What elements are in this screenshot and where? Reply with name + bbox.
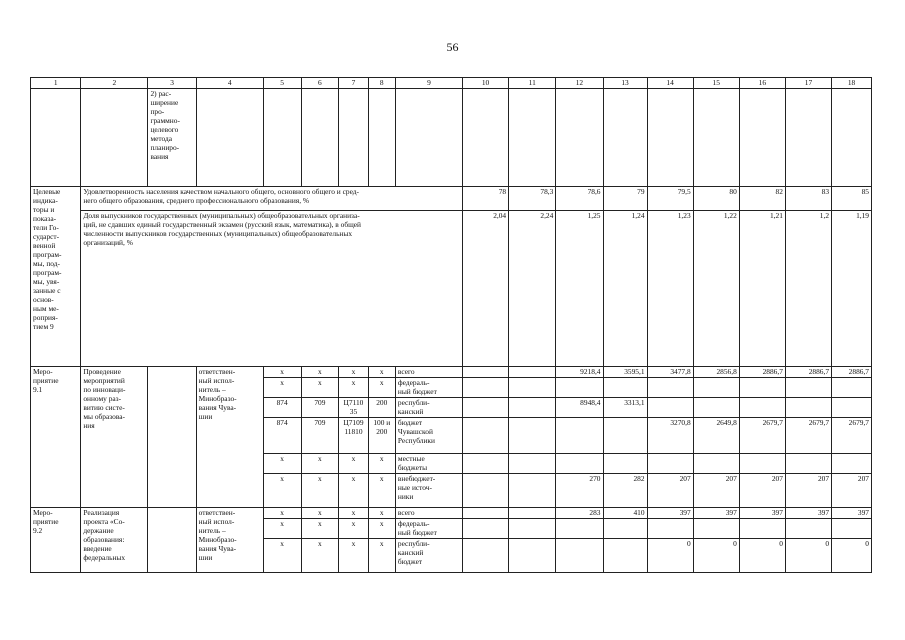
table-cell xyxy=(301,89,339,187)
column-number: 7 xyxy=(339,78,368,89)
indicator-value: 1,19 xyxy=(832,211,872,367)
funding-value xyxy=(832,398,872,418)
funding-value xyxy=(647,454,693,474)
empty-cell xyxy=(148,367,196,508)
funding-value: 397 xyxy=(693,508,739,519)
funding-value xyxy=(647,378,693,398)
code-cell: 200 xyxy=(368,398,395,418)
funding-value xyxy=(603,454,647,474)
column-number: 14 xyxy=(647,78,693,89)
empty-cell xyxy=(148,508,196,573)
funding-source: местные бюджеты xyxy=(395,454,462,474)
column-number: 16 xyxy=(739,78,785,89)
funding-value xyxy=(463,378,509,398)
table-cell xyxy=(693,89,739,187)
funding-value xyxy=(739,454,785,474)
funding-value: 8948,4 xyxy=(556,398,603,418)
funding-value xyxy=(463,474,509,508)
funding-value: 2649,8 xyxy=(693,418,739,454)
funding-value xyxy=(463,539,509,573)
indicator-text: Доля выпускников государственных (муниципальных) общеобразовательных организа- ций, не сдавших единый государственный экзамен (русский язык, математика), в общей численности выпускников государственных (муниципальных) общеобразовательных организаций, % xyxy=(81,211,463,367)
indicator-value: 1,21 xyxy=(739,211,785,367)
code-cell: x xyxy=(339,519,368,539)
table-cell xyxy=(832,89,872,187)
funding-value: 270 xyxy=(556,474,603,508)
column-number: 9 xyxy=(395,78,462,89)
code-cell: x xyxy=(263,539,301,573)
funding-value: 0 xyxy=(647,539,693,573)
code-cell: x xyxy=(263,367,301,378)
funding-source: всего xyxy=(395,367,462,378)
funding-value xyxy=(463,367,509,378)
continuation-row xyxy=(31,89,872,187)
funding-value: 2679,7 xyxy=(832,418,872,454)
indicator-row xyxy=(31,187,872,211)
funding-value: 2679,7 xyxy=(785,418,831,454)
measure-row xyxy=(31,508,872,519)
code-cell: x xyxy=(368,508,395,519)
code-cell: x xyxy=(301,367,339,378)
funding-source: федераль- ный бюджет xyxy=(395,378,462,398)
code-cell: 709 xyxy=(301,418,339,454)
funding-value xyxy=(693,519,739,539)
code-cell: 874 xyxy=(263,398,301,418)
table-cell xyxy=(603,89,647,187)
column-number: 11 xyxy=(509,78,556,89)
column-number: 17 xyxy=(785,78,831,89)
table-cell xyxy=(196,89,263,187)
funding-value: 0 xyxy=(832,539,872,573)
code-cell: x xyxy=(339,367,368,378)
funding-value xyxy=(463,508,509,519)
funding-value xyxy=(693,398,739,418)
funding-value: 397 xyxy=(785,508,831,519)
funding-value: 207 xyxy=(832,474,872,508)
column-number: 10 xyxy=(463,78,509,89)
column-number: 18 xyxy=(832,78,872,89)
measure-label: Меро- приятие 9.2 xyxy=(31,508,81,573)
funding-value xyxy=(556,539,603,573)
funding-value xyxy=(832,378,872,398)
funding-value: 282 xyxy=(603,474,647,508)
funding-value xyxy=(785,519,831,539)
funding-value: 2886,7 xyxy=(785,367,831,378)
code-cell: x xyxy=(368,474,395,508)
funding-value xyxy=(785,378,831,398)
funding-value xyxy=(647,398,693,418)
code-cell: x xyxy=(339,454,368,474)
responsible-executor: ответствен- ный испол- нитель – Минобразо- вания Чува- шии xyxy=(196,508,263,573)
funding-value xyxy=(556,378,603,398)
code-cell: x xyxy=(368,539,395,573)
funding-value xyxy=(509,367,556,378)
measure-name: Проведение мероприятий по инноваци- онному раз- витию систе- мы образова- ния xyxy=(81,367,148,508)
code-cell: x xyxy=(301,378,339,398)
indicator-value: 78,6 xyxy=(556,187,603,211)
planning-method-text: 2) рас- ширение про- граммно- целевого метода планиро- вания xyxy=(148,89,196,187)
column-number: 15 xyxy=(693,78,739,89)
table-cell xyxy=(368,89,395,187)
column-number: 2 xyxy=(81,78,148,89)
column-number: 4 xyxy=(196,78,263,89)
indicator-value: 1,22 xyxy=(693,211,739,367)
funding-source: внебюджет- ные источ- ники xyxy=(395,474,462,508)
funding-value xyxy=(603,378,647,398)
funding-value xyxy=(509,474,556,508)
code-cell: x xyxy=(339,474,368,508)
code-cell: Ц7109 11810 xyxy=(339,418,368,454)
indicator-value: 78 xyxy=(463,187,509,211)
code-cell: x xyxy=(263,378,301,398)
code-cell: Ц7110 35 xyxy=(339,398,368,418)
indicator-value: 2,04 xyxy=(463,211,509,367)
indicator-row xyxy=(31,211,872,367)
funding-source: республи- канский xyxy=(395,398,462,418)
funding-value: 0 xyxy=(739,539,785,573)
funding-value: 397 xyxy=(647,508,693,519)
funding-value xyxy=(832,454,872,474)
budget-table xyxy=(30,77,872,573)
funding-value: 410 xyxy=(603,508,647,519)
code-cell: x xyxy=(301,519,339,539)
table-cell xyxy=(339,89,368,187)
funding-value: 9218,4 xyxy=(556,367,603,378)
funding-value xyxy=(509,418,556,454)
funding-value: 3477,8 xyxy=(647,367,693,378)
funding-value xyxy=(509,454,556,474)
code-cell: 709 xyxy=(301,398,339,418)
table-cell xyxy=(739,89,785,187)
header-row xyxy=(31,78,872,89)
code-cell: x xyxy=(301,539,339,573)
funding-value xyxy=(463,519,509,539)
code-cell: x xyxy=(263,508,301,519)
code-cell: x xyxy=(301,474,339,508)
funding-value xyxy=(739,378,785,398)
indicator-value: 79 xyxy=(603,187,647,211)
funding-value xyxy=(463,398,509,418)
funding-value: 2679,7 xyxy=(739,418,785,454)
code-cell: 874 xyxy=(263,418,301,454)
funding-value: 397 xyxy=(739,508,785,519)
funding-value xyxy=(509,539,556,573)
funding-value xyxy=(556,418,603,454)
page-number: 56 xyxy=(446,40,459,54)
code-cell: x xyxy=(339,378,368,398)
funding-source: всего xyxy=(395,508,462,519)
table-cell xyxy=(785,89,831,187)
table-body xyxy=(31,78,872,573)
measure-name: Реализация проекта «Со- держание образования: введение федеральных xyxy=(81,508,148,573)
funding-value: 3270,8 xyxy=(647,418,693,454)
funding-value: 0 xyxy=(785,539,831,573)
code-cell: x xyxy=(339,508,368,519)
indicator-text: Удовлетворенность населения качеством начального общего, основного общего и сред- него общего образования, среднего профессионального образования, % xyxy=(81,187,463,211)
funding-value xyxy=(603,519,647,539)
indicator-value: 80 xyxy=(693,187,739,211)
funding-value: 207 xyxy=(739,474,785,508)
funding-value xyxy=(463,418,509,454)
code-cell: x xyxy=(301,508,339,519)
column-number: 1 xyxy=(31,78,81,89)
code-cell: x xyxy=(368,367,395,378)
indicator-value: 82 xyxy=(739,187,785,211)
funding-value: 397 xyxy=(832,508,872,519)
code-cell: x xyxy=(263,454,301,474)
table-cell xyxy=(263,89,301,187)
funding-value: 207 xyxy=(647,474,693,508)
funding-value xyxy=(603,418,647,454)
indicator-value: 1,23 xyxy=(647,211,693,367)
funding-value xyxy=(739,398,785,418)
funding-value xyxy=(603,539,647,573)
code-cell: x xyxy=(368,454,395,474)
indicator-value: 79,5 xyxy=(647,187,693,211)
indicator-value: 78,3 xyxy=(509,187,556,211)
column-number: 6 xyxy=(301,78,339,89)
table-cell xyxy=(556,89,603,187)
code-cell: x xyxy=(368,378,395,398)
funding-value xyxy=(785,454,831,474)
funding-value: 0 xyxy=(693,539,739,573)
funding-value xyxy=(785,398,831,418)
funding-value xyxy=(509,378,556,398)
indicator-value: 83 xyxy=(785,187,831,211)
funding-value: 2886,7 xyxy=(832,367,872,378)
targets-label: Целевые индика- торы и показа- тели Го- сударст- венной програм- мы, под- програм- мы, увя- занные с основ- ным ме- роприя- тием 9 xyxy=(31,187,81,367)
indicator-value: 1,2 xyxy=(785,211,831,367)
funding-value xyxy=(693,454,739,474)
funding-value xyxy=(463,454,509,474)
code-cell: x xyxy=(263,519,301,539)
funding-value xyxy=(647,519,693,539)
funding-value xyxy=(556,519,603,539)
funding-source: бюджет Чувашской Республики xyxy=(395,418,462,454)
code-cell: x xyxy=(301,454,339,474)
funding-value xyxy=(509,398,556,418)
funding-value xyxy=(693,378,739,398)
column-number: 13 xyxy=(603,78,647,89)
funding-value: 3595,1 xyxy=(603,367,647,378)
code-cell: x xyxy=(368,519,395,539)
funding-value: 207 xyxy=(693,474,739,508)
table-cell xyxy=(647,89,693,187)
funding-value xyxy=(739,519,785,539)
responsible-executor: ответствен- ный испол- нитель – Минобразо- вания Чува- шии xyxy=(196,367,263,508)
column-number: 3 xyxy=(148,78,196,89)
code-cell: 100 и 200 xyxy=(368,418,395,454)
funding-value xyxy=(556,454,603,474)
funding-value: 2886,7 xyxy=(739,367,785,378)
measure-label: Меро- приятие 9.1 xyxy=(31,367,81,508)
indicator-value: 1,24 xyxy=(603,211,647,367)
column-number: 8 xyxy=(368,78,395,89)
funding-value: 207 xyxy=(785,474,831,508)
indicator-value: 85 xyxy=(832,187,872,211)
measure-row xyxy=(31,367,872,378)
funding-source: федераль- ный бюджет xyxy=(395,519,462,539)
code-cell: x xyxy=(339,539,368,573)
funding-value xyxy=(832,519,872,539)
funding-value xyxy=(509,508,556,519)
funding-value xyxy=(509,519,556,539)
funding-source: республи- канский бюджет xyxy=(395,539,462,573)
table-cell xyxy=(31,89,81,187)
indicator-value: 2,24 xyxy=(509,211,556,367)
indicator-value: 1,25 xyxy=(556,211,603,367)
table-cell xyxy=(81,89,148,187)
column-number: 5 xyxy=(263,78,301,89)
column-number: 12 xyxy=(556,78,603,89)
table-cell xyxy=(395,89,462,187)
table-cell xyxy=(463,89,509,187)
funding-value: 3313,1 xyxy=(603,398,647,418)
code-cell: x xyxy=(263,474,301,508)
funding-value: 283 xyxy=(556,508,603,519)
funding-value: 2856,8 xyxy=(693,367,739,378)
table-cell xyxy=(509,89,556,187)
